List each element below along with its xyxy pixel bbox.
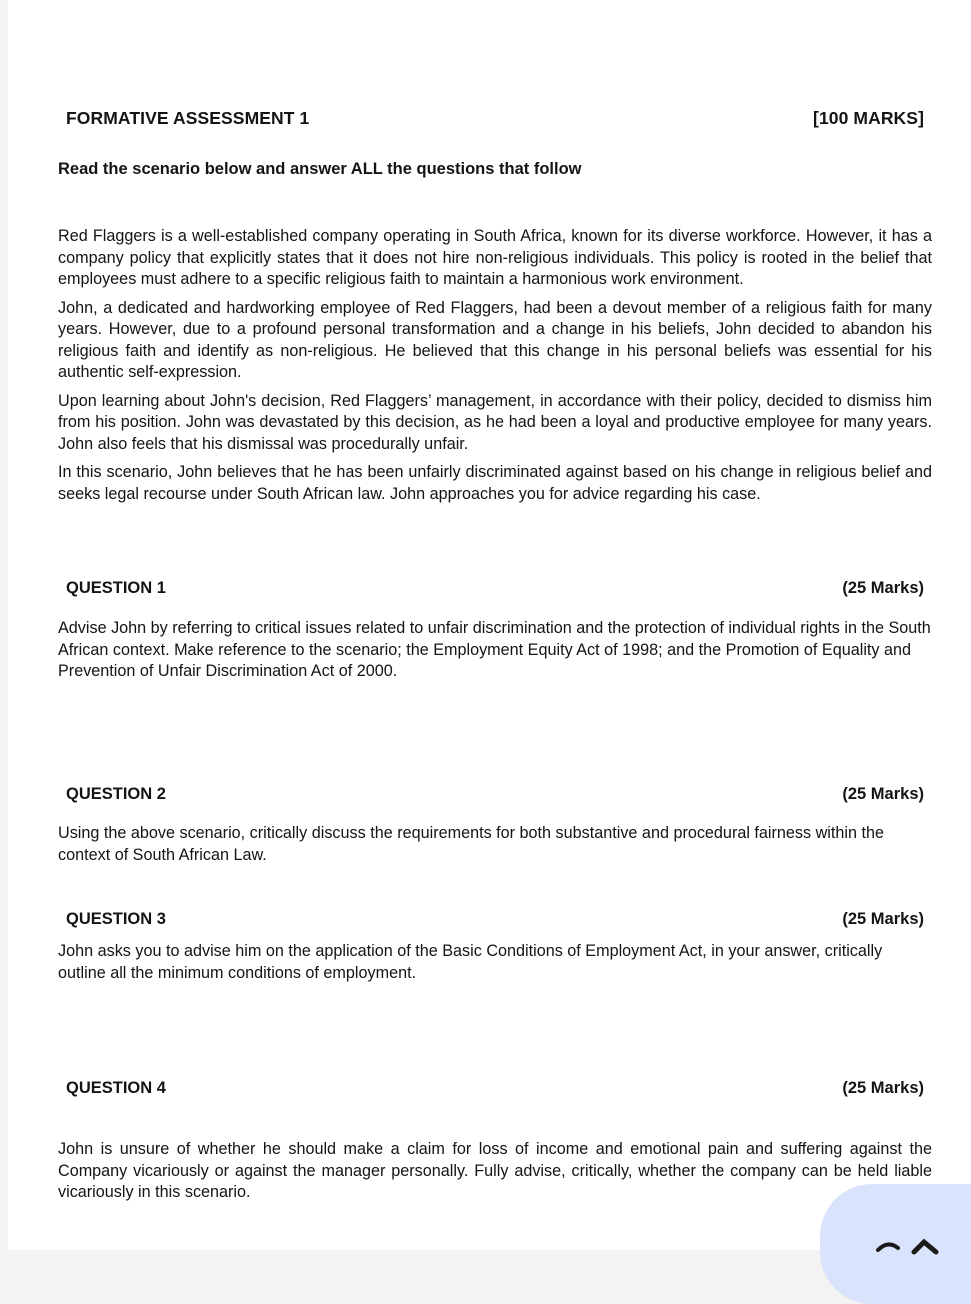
scenario-section <box>58 226 932 512</box>
scroll-indicator-icon <box>876 1236 946 1256</box>
question-1-label: QUESTION 1 <box>66 579 166 597</box>
question-3-text: John asks you to advise him on the application of the Basic Conditions of Employment Act, in your answer, critically outline all the minimum conditions of employment. <box>58 942 883 982</box>
question-3-marks: (25 Marks) <box>842 910 924 928</box>
question-1-marks: (25 Marks) <box>842 579 924 597</box>
question-4-heading <box>66 1079 924 1098</box>
question-2-marks: (25 Marks) <box>842 785 924 803</box>
assessment-header <box>66 108 924 129</box>
question-4-label: QUESTION 4 <box>66 1079 166 1097</box>
total-marks: [100 MARKS] <box>813 108 924 128</box>
question-2-heading <box>66 785 924 804</box>
scenario-paragraph: In this scenario, John believes that he has been unfairly discriminated against based on his change in religious belief and seeks legal recourse under South African law. John approaches you for advice regarding his case. <box>58 463 932 503</box>
instruction-text: Read the scenario below and answer ALL the questions that follow <box>58 160 582 178</box>
question-4-marks: (25 Marks) <box>842 1079 924 1097</box>
question-3-label: QUESTION 3 <box>66 910 166 928</box>
assessment-title: FORMATIVE ASSESSMENT 1 <box>66 108 310 128</box>
scenario-paragraph: Upon learning about John's decision, Red Flaggers’ management, in accordance with their policy, decided to dismiss him from his position. John was devastated by this decision, as he had been a loyal and productive employee for many years. John also feels that his dismissal was procedurally unfair. <box>58 391 932 453</box>
scenario-paragraph: Red Flaggers is a well-established company operating in South Africa, known for its diverse workforce. However, it has a company policy that explicitly states that it does not hire non-religious individuals. This policy is rooted in the belief that employees must adhere to a specific religious faith to maintain a harmonious work environment. <box>58 227 932 288</box>
question-2-text: Using the above scenario, critically discuss the requirements for both substantive and procedural fairness within the context of South African Law. <box>58 824 884 864</box>
question-4-text: John is unsure of whether he should make a claim for loss of income and emotional pain and suffering against the Company vicariously or against the manager personally. Fully advise, critically, whether the company can be held liable vicariously in this scenario. <box>58 1140 932 1201</box>
question-1-heading <box>66 579 924 598</box>
question-2-label: QUESTION 2 <box>66 785 166 803</box>
question-3-heading <box>66 910 924 929</box>
scenario-paragraph: John, a dedicated and hardworking employee of Red Flaggers, had been a devout member of a religious faith for many years. However, due to a profound personal transformation and a change in his beliefs, John decided to abandon his religious faith and identify as non-religious. He believed that this change in his personal beliefs was essential for his authentic self-expression. <box>58 298 932 381</box>
question-1-text: Advise John by referring to critical issues related to unfair discrimination and the protection of individual rights in the South African context. Make reference to the scenario; the Employment Equity Act of 1998; and the Promotion of Equality and Prevention of Unfair Discrimination Act of 2000. <box>58 619 931 680</box>
